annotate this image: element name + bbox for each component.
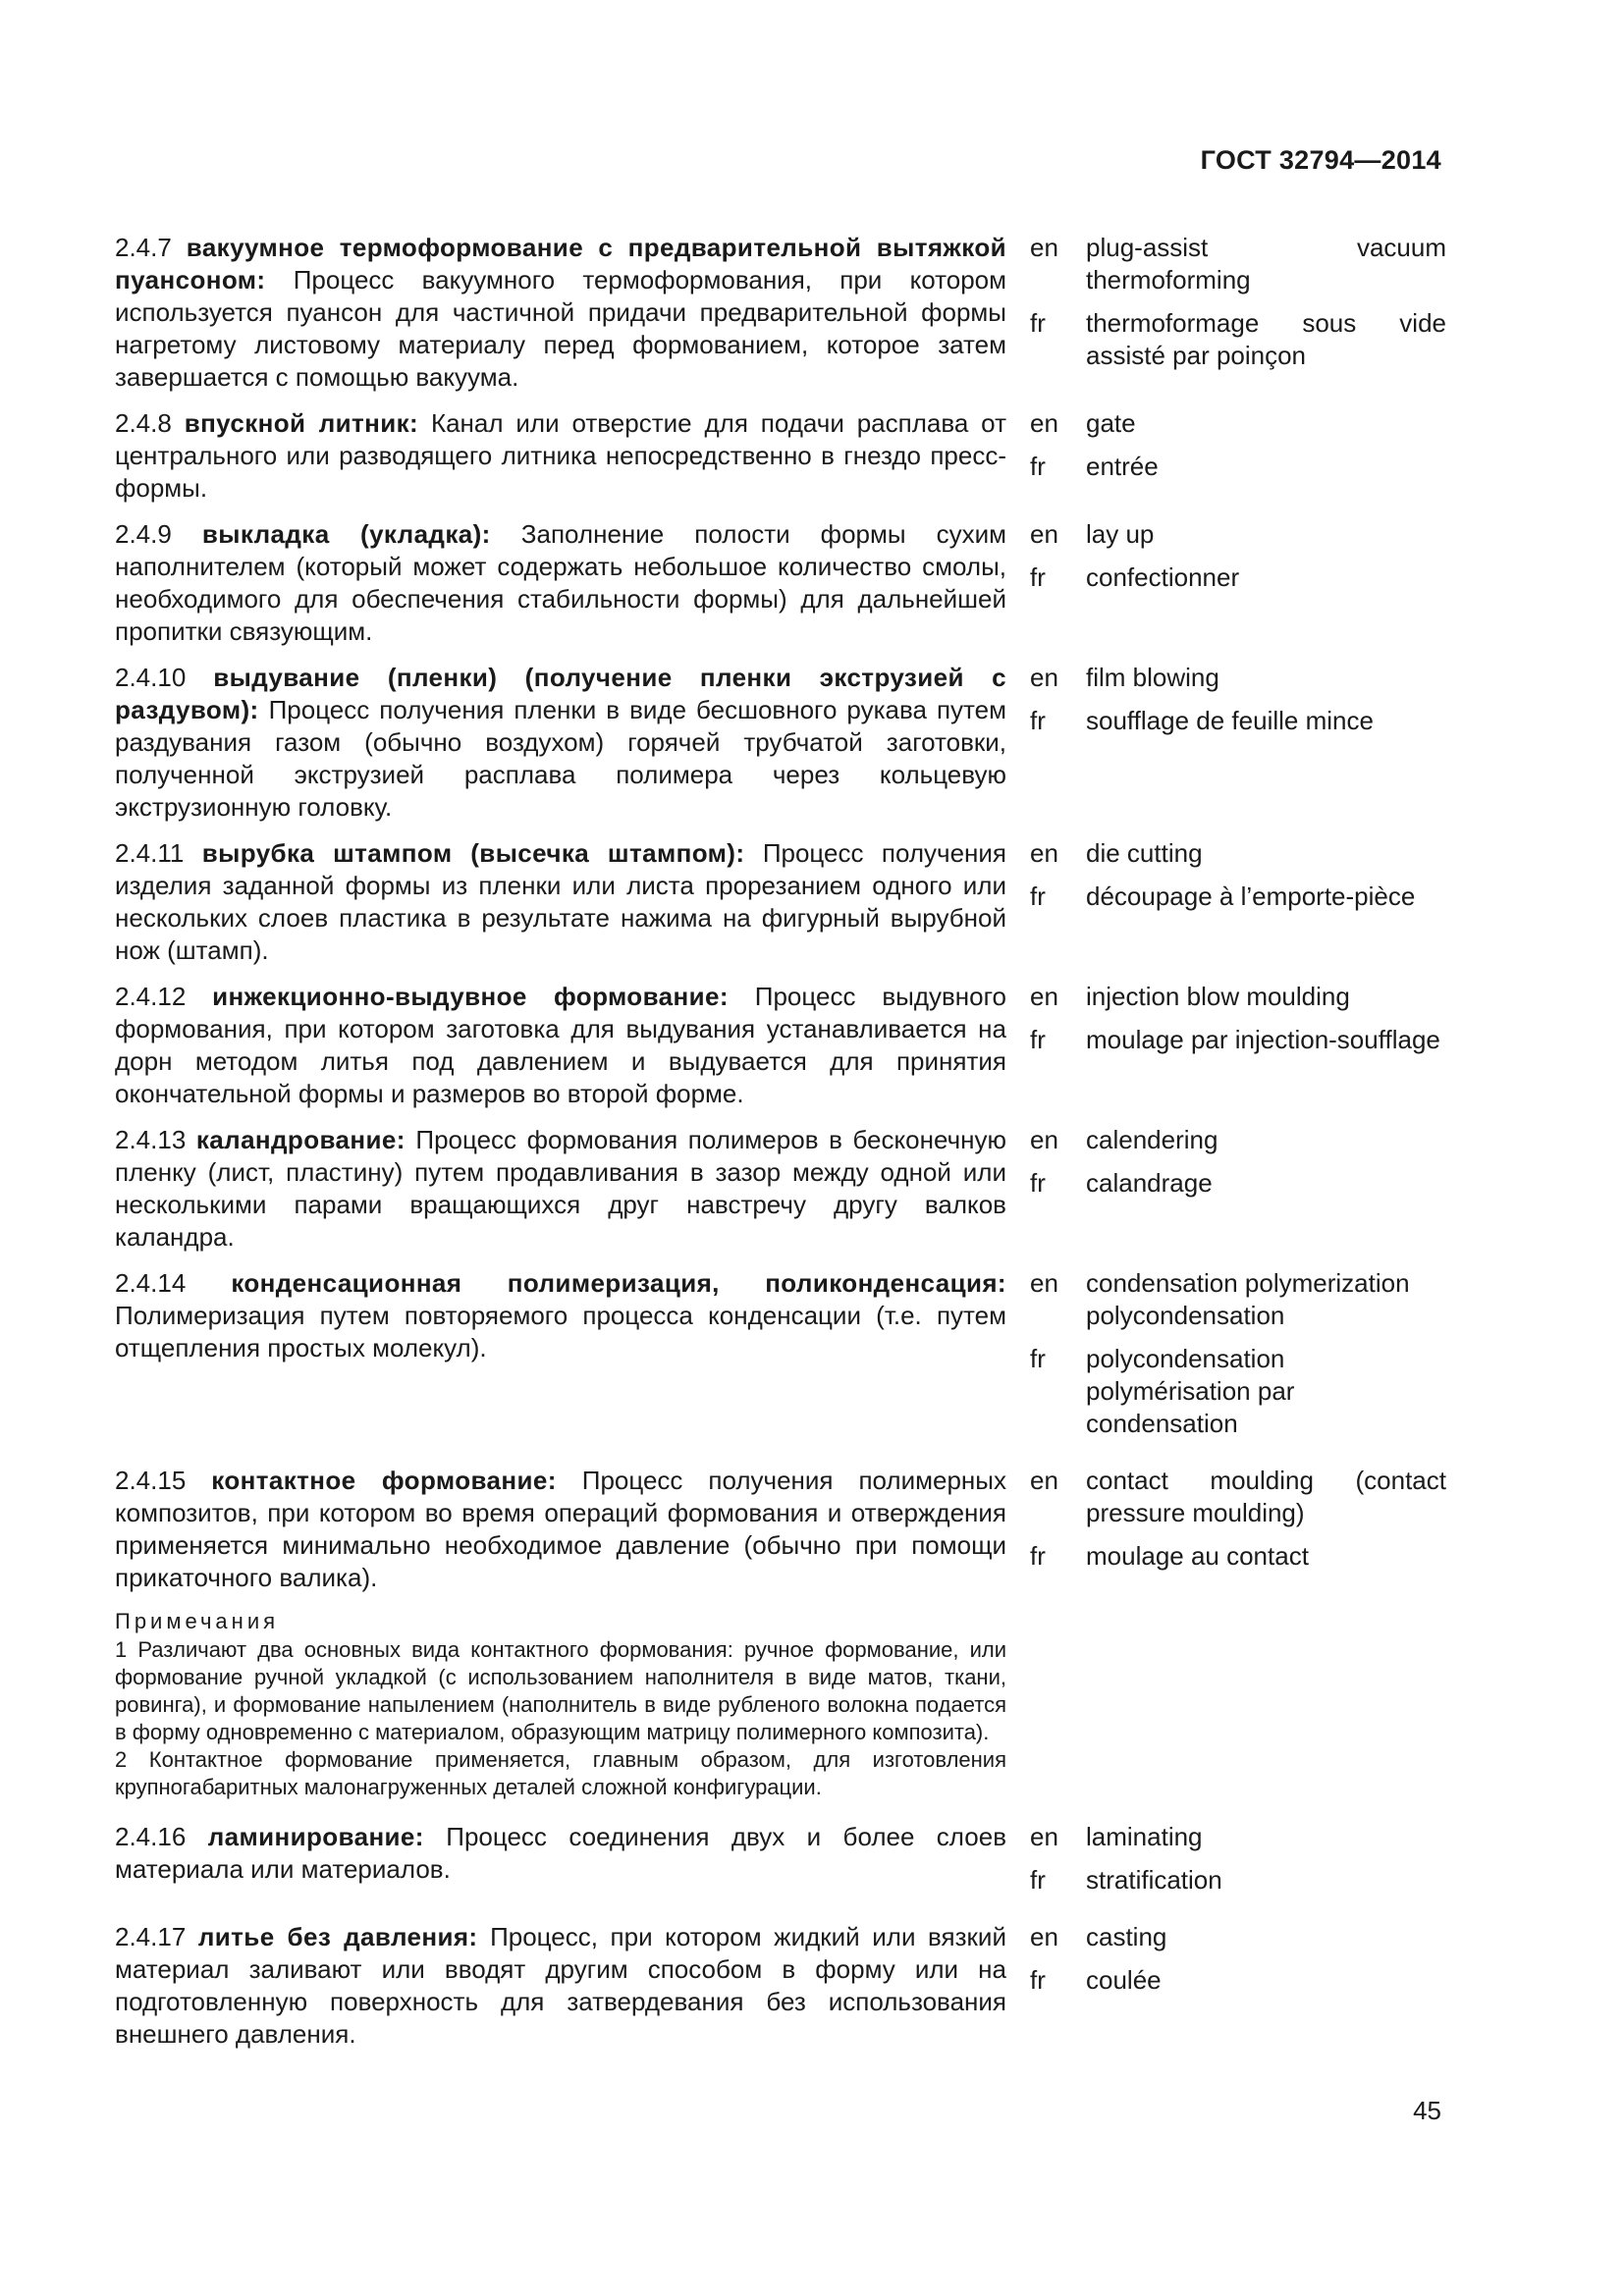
- translation-fr: stratification: [1086, 1865, 1222, 1895]
- term-definition: [115, 407, 1006, 505]
- term-number: 2.4.9: [115, 519, 172, 549]
- term-definition: [115, 1124, 1006, 1254]
- term-name: выкладка (укладка):: [201, 519, 491, 549]
- term-translations: [1030, 1465, 1446, 1594]
- term-translations: [1030, 407, 1446, 505]
- translation-fr: soufflage de feuille mince: [1086, 706, 1374, 735]
- term-definition: [115, 981, 1006, 1110]
- translation-en: plug-assist vacuum thermoforming: [1086, 233, 1446, 294]
- lang-label-en: en: [1030, 663, 1058, 692]
- lang-label-fr: fr: [1030, 706, 1046, 735]
- lang-label-fr: fr: [1030, 452, 1046, 481]
- document-header: ГОСТ 32794—2014: [1200, 145, 1441, 175]
- term-text: Полимеризация путем повторяемого процесса конденсации (т.е. путем отщепления простых молекул).: [115, 1301, 1006, 1362]
- lang-label-en: en: [1030, 1822, 1058, 1851]
- lang-label-en: en: [1030, 408, 1058, 438]
- term-number: 2.4.11: [115, 838, 185, 868]
- term-number: 2.4.16: [115, 1822, 187, 1851]
- lang-label-fr: fr: [1030, 1344, 1046, 1373]
- lang-label-fr: fr: [1030, 562, 1046, 592]
- lang-label-en: en: [1030, 1466, 1058, 1495]
- notes-block: [115, 1608, 1006, 1801]
- term-number: 2.4.8: [115, 408, 172, 438]
- term-number: 2.4.10: [115, 663, 187, 692]
- term-entry: [115, 232, 1446, 394]
- term-number: 2.4.13: [115, 1125, 187, 1154]
- term-translations: [1030, 1821, 1446, 1907]
- lang-label-en: en: [1030, 982, 1058, 1011]
- notes-title: Примечания: [115, 1609, 280, 1633]
- term-definition: [115, 662, 1006, 824]
- lang-label-fr: fr: [1030, 1541, 1046, 1571]
- term-translations: [1030, 837, 1446, 967]
- lang-label-fr: fr: [1030, 881, 1046, 911]
- term-number: 2.4.15: [115, 1466, 187, 1495]
- term-name: инжекционно-выдувное формование:: [212, 982, 729, 1011]
- term-text: Процесс выдувного формования, при котором заготовка для выдувания устанавливается на дорн методом литья под давлением и выдувается для принятия окончательной формы и размеров во второй форме.: [115, 982, 1006, 1108]
- term-number: 2.4.14: [115, 1268, 187, 1298]
- term-name: вакуумное термоформование с предварительной вытяжкой пуансоном:: [115, 233, 1006, 294]
- term-definition: [115, 1821, 1006, 1907]
- term-number: 2.4.7: [115, 233, 172, 262]
- term-definition: [115, 232, 1006, 394]
- term-name: выдувание (пленки) (получение пленки экструзией с раздувом):: [115, 663, 1006, 724]
- term-entry: [115, 1921, 1446, 2051]
- term-translations: [1030, 1921, 1446, 2051]
- lang-label-en: en: [1030, 233, 1058, 262]
- term-translations: [1030, 1267, 1446, 1451]
- translation-en: casting: [1086, 1922, 1167, 1951]
- translation-fr: thermoformage sous vide assisté par poinçon: [1086, 308, 1446, 370]
- translation-fr: calandrage: [1086, 1168, 1213, 1198]
- term-name: конденсационная полимеризация, поликонденсация:: [231, 1268, 1006, 1298]
- translation-en: contact moulding (contact pressure moulding): [1086, 1466, 1446, 1527]
- term-definition: [115, 1465, 1006, 1594]
- translation-fr: moulage par injection-soufflage: [1086, 1025, 1440, 1054]
- term-entry: [115, 662, 1446, 824]
- term-entry: [115, 518, 1446, 648]
- term-definition: [115, 837, 1006, 967]
- translation-fr: confectionner: [1086, 562, 1240, 592]
- translation-en: laminating: [1086, 1822, 1203, 1851]
- translation-fr: entrée: [1086, 452, 1159, 481]
- lang-label-en: en: [1030, 1922, 1058, 1951]
- term-translations: [1030, 1124, 1446, 1254]
- term-name: литье без давления:: [197, 1922, 478, 1951]
- translation-fr: coulée: [1086, 1965, 1162, 1995]
- translation-fr: polycondensation polymérisation par condensation: [1086, 1344, 1295, 1438]
- terms-list: [115, 232, 1446, 2064]
- translation-en: condensation polymerization polycondensation: [1086, 1268, 1410, 1330]
- lang-label-en: en: [1030, 1125, 1058, 1154]
- term-name: контактное формование:: [211, 1466, 557, 1495]
- lang-label-en: en: [1030, 838, 1058, 868]
- translation-en: injection blow moulding: [1086, 982, 1350, 1011]
- term-entry: [115, 1267, 1446, 1451]
- term-entry: [115, 1124, 1446, 1254]
- translation-en: lay up: [1086, 519, 1155, 549]
- term-name: каландрование:: [195, 1125, 406, 1154]
- term-name: ламинирование:: [207, 1822, 424, 1851]
- lang-label-en: en: [1030, 519, 1058, 549]
- term-definition: [115, 518, 1006, 648]
- translation-en: gate: [1086, 408, 1136, 438]
- term-entry: [115, 407, 1446, 505]
- lang-label-fr: fr: [1030, 308, 1046, 338]
- lang-label-fr: fr: [1030, 1865, 1046, 1895]
- term-entry: [115, 837, 1446, 967]
- term-entry: [115, 1821, 1446, 1907]
- term-text: Процесс, при котором жидкий или вязкий материал заливают или вводят другим способом в форму или на подготовленную поверхность для затвердевания без использования внешнего давления.: [115, 1922, 1006, 2049]
- term-text: Процесс получения изделия заданной формы из пленки или листа прорезанием одного или нескольких слоев пластика в результате нажима на фигурный вырубной нож (штамп).: [115, 838, 1006, 965]
- term-definition: [115, 1921, 1006, 2051]
- lang-label-fr: fr: [1030, 1965, 1046, 1995]
- term-text: Процесс получения полимерных композитов, при котором во время операций формования и отверждения применяется минимально необходимое давление (обычно при помощи прикаточного валика).: [115, 1466, 1006, 1592]
- term-text: Заполнение полости формы сухим наполнителем (который может содержать небольшое количество смолы, необходимого для обеспечения стабильности формы) для дальнейшей пропитки связующим.: [115, 519, 1007, 646]
- translation-fr: découpage à l’emporte-pièce: [1086, 881, 1416, 911]
- term-number: 2.4.12: [115, 982, 187, 1011]
- lang-label-en: en: [1030, 1268, 1058, 1298]
- term-entry: [115, 1465, 1446, 1594]
- term-definition: [115, 1267, 1006, 1451]
- translation-fr: moulage au contact: [1086, 1541, 1309, 1571]
- note-item: 1 Различают два основных вида контактного формования: ручное формование, или формование ручной укладкой (с использованием наполнителя в виде матов, ткани, ровинга), и формование напылением (наполнитель в виде рубленого волокна подается в форму одновременно с материалом, образующим матрицу полимерного композита).: [115, 1637, 1006, 1744]
- term-text: Процесс формования полимеров в бесконечную пленку (лист, пластину) путем продавливания в зазор между одной или несколькими парами вращающихся друг навстречу другу валков каландра.: [115, 1125, 1006, 1252]
- term-text: Процесс вакуумного термоформования, при котором используется пуансон для частичной придачи предварительной формы нагретому листовому материалу перед формованием, которое затем завершается с помощью вакуума.: [115, 265, 1007, 392]
- term-translations: [1030, 981, 1446, 1110]
- term-name: вырубка штампом (высечка штампом):: [201, 838, 745, 868]
- note-item: 2 Контактное формование применяется, главным образом, для изготовления крупногабаритных малонагруженных деталей сложной конфигурации.: [115, 1747, 1006, 1799]
- term-number: 2.4.17: [115, 1922, 187, 1951]
- term-entry: [115, 981, 1446, 1110]
- term-translations: [1030, 662, 1446, 824]
- term-text: Процесс получения пленки в виде бесшовного рукава путем раздувания газом (обычно воздухом) горячей трубчатой заготовки, полученной экструзией расплава полимера через кольцевую экструзионную головку.: [115, 695, 1006, 822]
- translation-en: die cutting: [1086, 838, 1203, 868]
- term-translations: [1030, 518, 1446, 648]
- lang-label-fr: fr: [1030, 1025, 1046, 1054]
- term-text: Процесс соединения двух и более слоев материала или материалов.: [115, 1822, 1007, 1884]
- term-name: впускной литник:: [184, 408, 419, 438]
- translation-en: calendering: [1086, 1125, 1218, 1154]
- translation-en: film blowing: [1086, 663, 1219, 692]
- term-translations: [1030, 232, 1446, 394]
- page-number: 45: [1413, 2096, 1441, 2125]
- term-text: Канал или отверстие для подачи расплава от центрального или разводящего литника непосредственно в гнездо пресс-формы.: [115, 408, 1006, 503]
- lang-label-fr: fr: [1030, 1168, 1046, 1198]
